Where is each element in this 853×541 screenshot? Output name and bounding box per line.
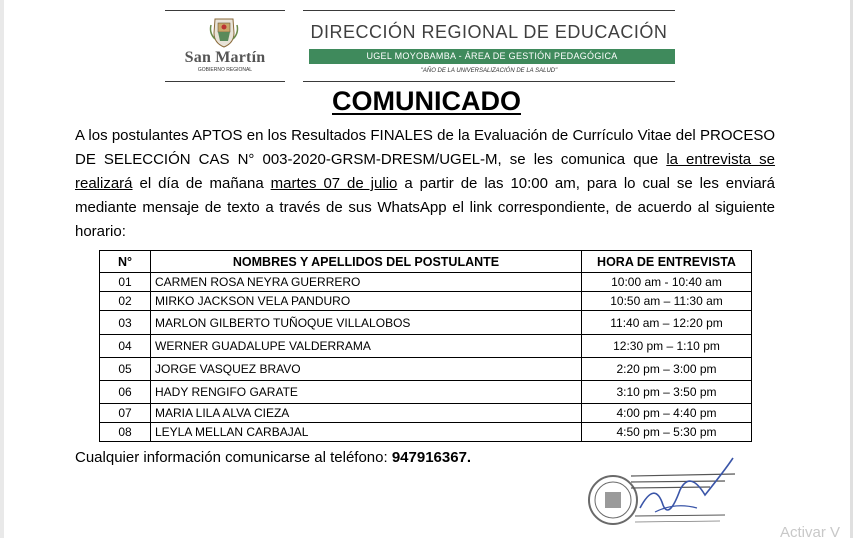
table-header-row <box>100 251 752 273</box>
official-stamp-signature <box>585 450 745 535</box>
table-row <box>100 423 752 442</box>
row-number: 06 <box>100 381 151 404</box>
table-row <box>100 358 752 381</box>
row-time: 11:40 am – 12:20 pm <box>582 311 752 335</box>
activation-watermark: Activar V <box>780 524 841 541</box>
row-name: MARIA LILA ALVA CIEZA <box>151 404 582 423</box>
paragraph-part-3: a partir de las 10:00 am, para lo cual se les enviará mediante mensaje de texto a través de sus WhatsApp el link correspondiente, de acuerdo al siguiente horario: <box>75 175 775 240</box>
paragraph-part-2: el día de mañana <box>132 175 271 192</box>
row-number: 03 <box>100 311 151 335</box>
table-row <box>100 311 752 335</box>
contact-line <box>75 449 471 466</box>
header-name: NOMBRES Y APELLIDOS DEL POSTULANTE <box>151 251 582 273</box>
document-title <box>0 86 853 117</box>
paragraph-underlined-date: martes 07 de julio <box>270 175 398 192</box>
contact-phone: 947916367. <box>391 449 472 466</box>
row-name: HADY RENGIFO GARATE <box>151 381 582 404</box>
row-name: MIRKO JACKSON VELA PANDURO <box>151 292 582 311</box>
direccion-title: DIRECCIÓN REGIONAL DE EDUCACIÓN <box>310 22 668 42</box>
row-number: 01 <box>100 273 151 292</box>
announcement-paragraph <box>75 124 775 244</box>
page-left-edge <box>0 0 4 538</box>
table-row <box>100 404 752 423</box>
regional-crest-icon <box>207 15 241 49</box>
table-row <box>100 335 752 358</box>
row-number: 07 <box>100 404 151 423</box>
table-row <box>100 273 752 292</box>
row-time: 4:00 pm – 4:40 pm <box>582 404 752 423</box>
row-time: 4:50 pm – 5:30 pm <box>582 423 752 442</box>
row-name: LEYLA MELLAN CARBAJAL <box>151 423 582 442</box>
table-row <box>100 292 752 311</box>
year-motto: "AÑO DE LA UNIVERSALIZACIÓN DE LA SALUD" <box>420 68 558 74</box>
gobierno-regional-logo-block <box>165 10 285 82</box>
interview-schedule-table <box>99 250 752 442</box>
row-time: 12:30 pm – 1:10 pm <box>582 335 752 358</box>
contact-label: Cualquier información comunicarse al teléfono: <box>75 449 392 466</box>
row-name: JORGE VASQUEZ BRAVO <box>151 358 582 381</box>
paragraph-part-1: A los postulantes APTOS en los Resultados FINALES de la Evaluación de Currículo Vitae del PROCESO DE SELECCIÓN CAS N° 003-2020-GRSM-DRESM/UGEL-M, se les comunica que <box>75 127 775 168</box>
row-number: 02 <box>100 292 151 311</box>
table-row <box>100 381 752 404</box>
header-number: N° <box>100 251 151 273</box>
row-time: 3:10 pm – 3:50 pm <box>582 381 752 404</box>
logo-subtitle: GOBIERNO REGIONAL <box>197 67 253 73</box>
row-number: 08 <box>100 423 151 442</box>
logo-name: San Martín <box>184 49 266 66</box>
row-time: 10:00 am - 10:40 am <box>582 273 752 292</box>
ugel-banner: UGEL MOYOBAMBA - ÁREA DE GESTIÓN PEDAGÓGICA <box>309 49 675 64</box>
row-time: 10:50 am – 11:30 am <box>582 292 752 311</box>
row-name: CARMEN ROSA NEYRA GUERRERO <box>151 273 582 292</box>
direccion-header-block <box>303 10 675 82</box>
row-number: 05 <box>100 358 151 381</box>
paragraph-underlined-interview: la entrevista se realizará <box>75 151 776 192</box>
row-name: MARLON GILBERTO TUÑOQUE VILLALOBOS <box>151 311 582 335</box>
header-time: HORA DE ENTREVISTA <box>582 251 752 273</box>
row-number: 04 <box>100 335 151 358</box>
document-title-text: COMUNICADO <box>332 86 521 116</box>
row-name: WERNER GUADALUPE VALDERRAMA <box>151 335 582 358</box>
row-time: 2:20 pm – 3:00 pm <box>582 358 752 381</box>
